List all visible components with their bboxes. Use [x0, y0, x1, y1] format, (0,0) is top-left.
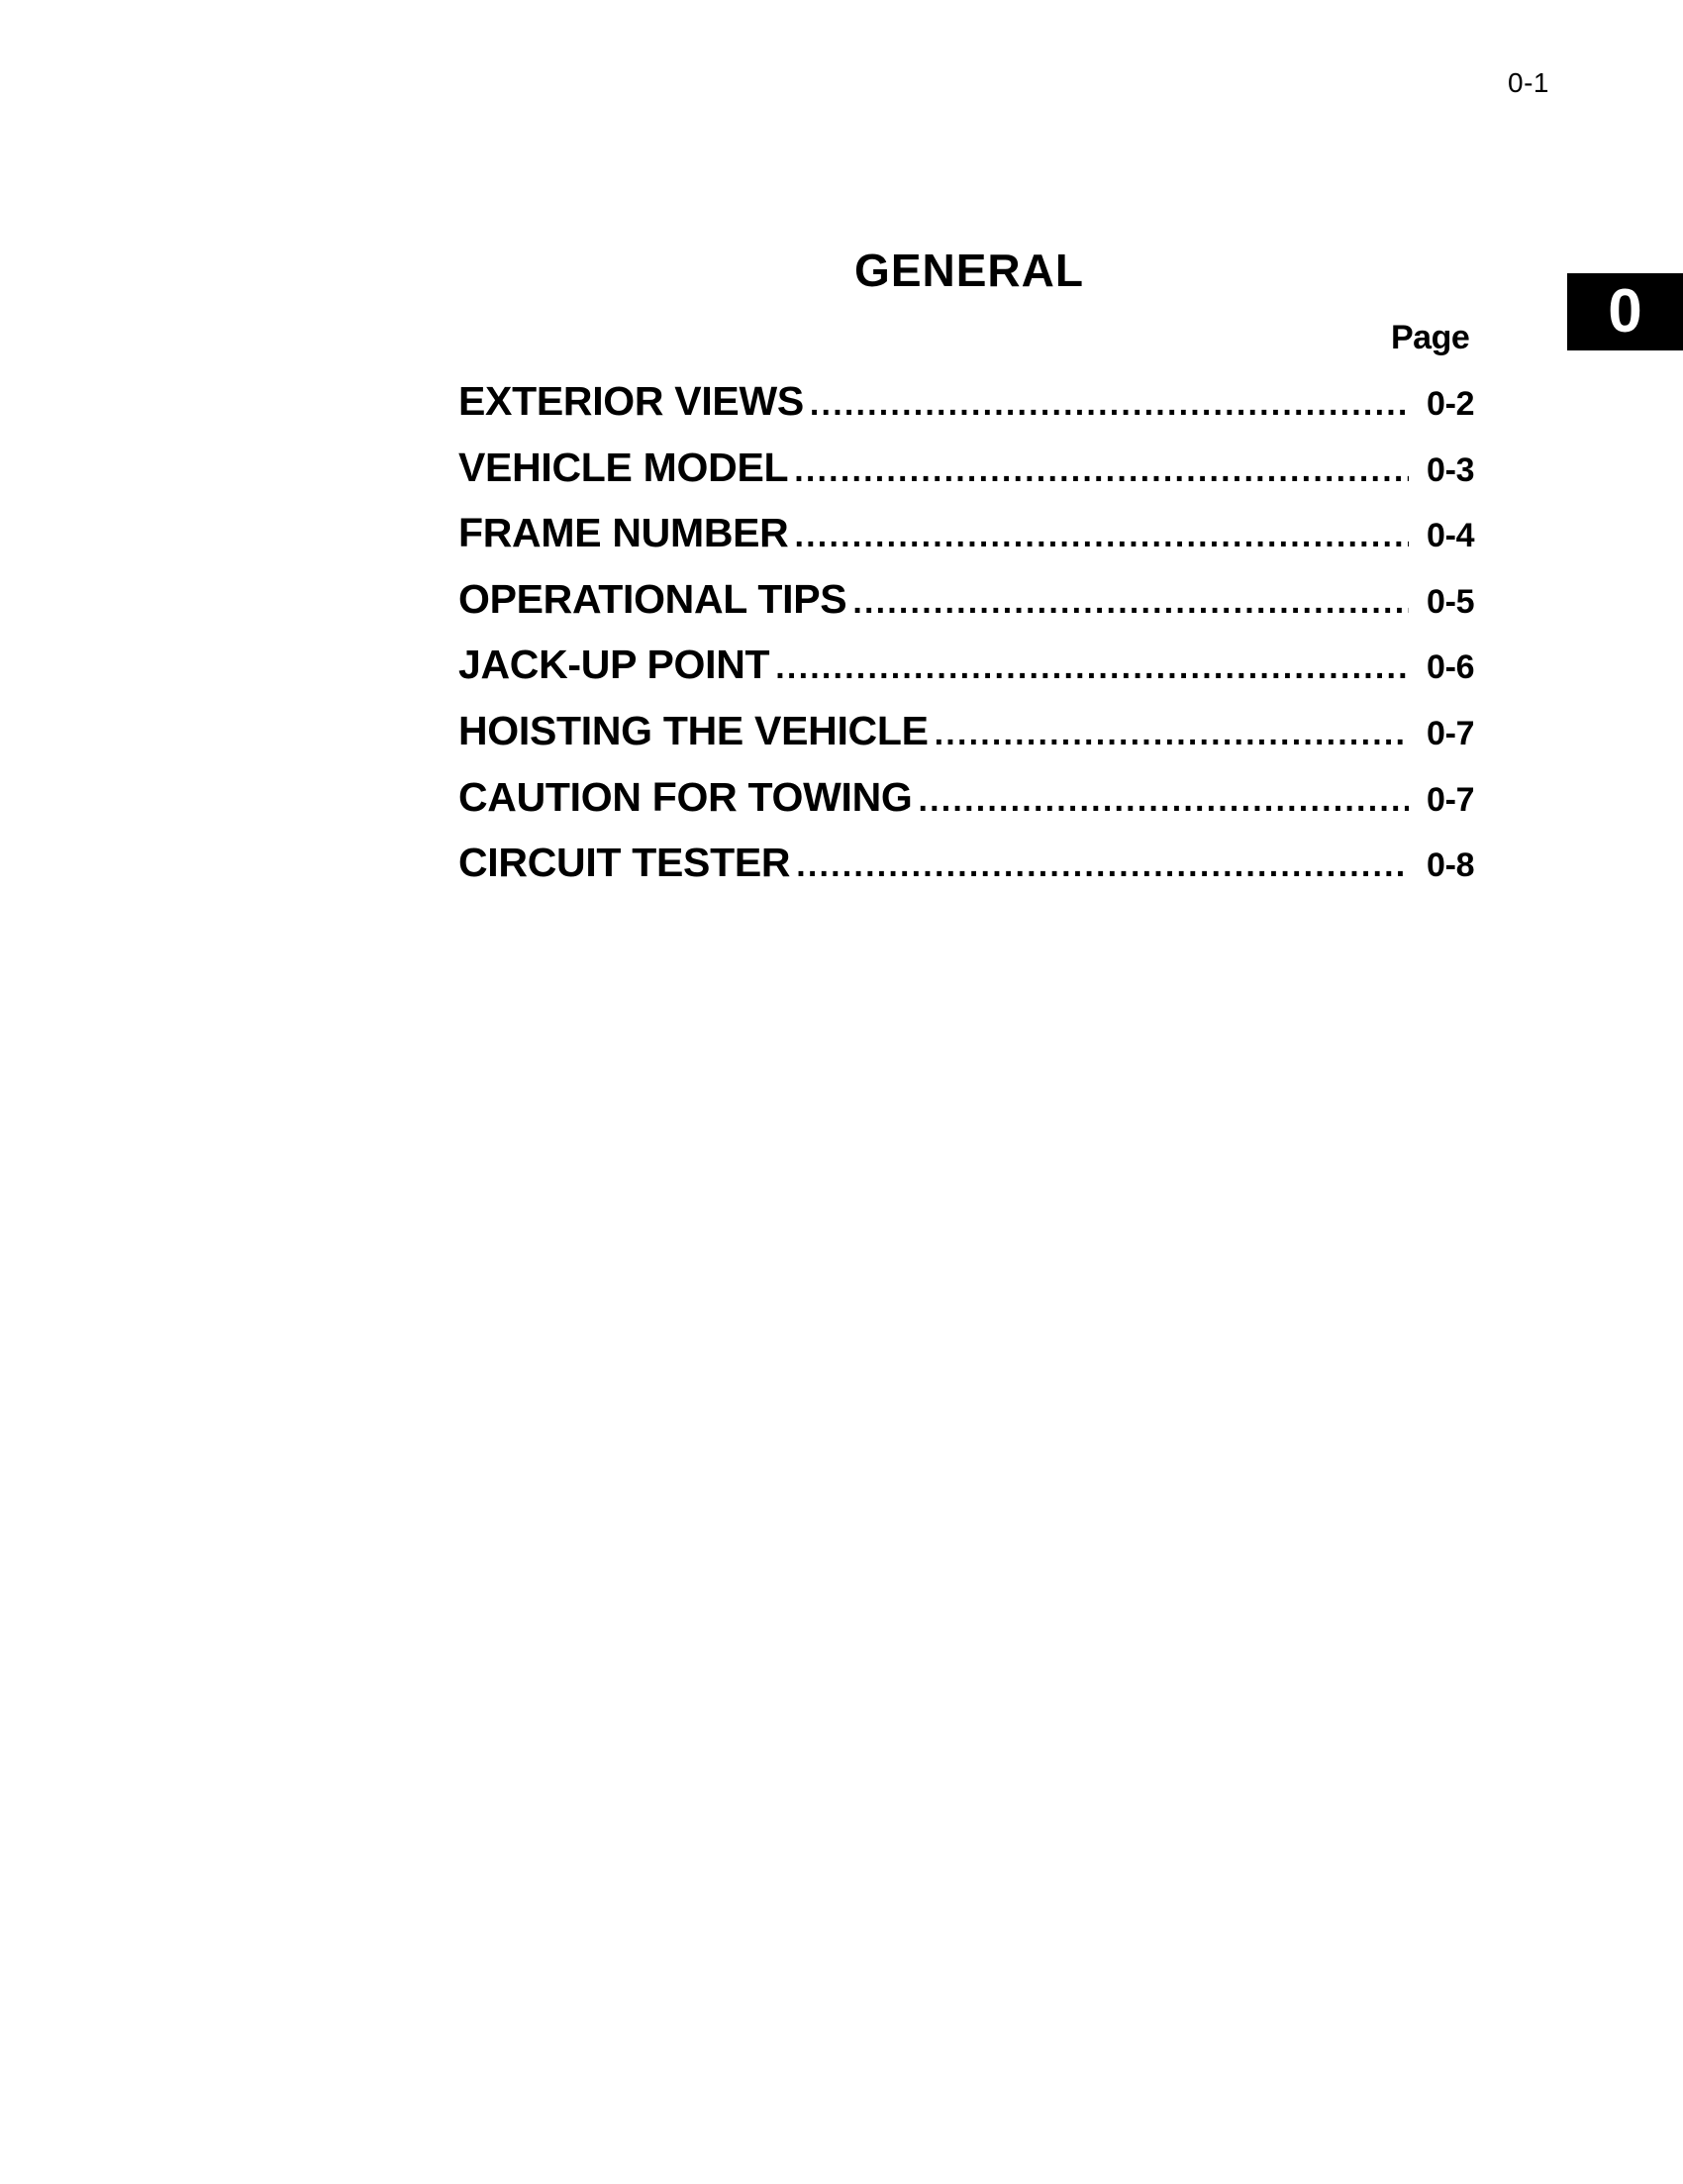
section-tab[interactable]: 0 [1567, 273, 1683, 350]
toc-entry-page: 0-3 [1427, 450, 1475, 489]
toc-entry-hoisting-the-vehicle[interactable] [458, 708, 1480, 774]
toc-entry-jack-up-point[interactable] [458, 642, 1480, 708]
toc-entry-vehicle-model[interactable] [458, 445, 1480, 511]
dot-leader [775, 650, 1409, 684]
page-title: GENERAL [854, 245, 1084, 296]
toc-entry-frame-number[interactable] [458, 510, 1480, 576]
toc-entry-title: EXTERIOR VIEWS [458, 378, 804, 424]
toc-entry-caution-for-towing[interactable] [458, 774, 1480, 841]
toc-entry-page: 0-6 [1427, 648, 1475, 687]
toc-entry-title: VEHICLE MODEL [458, 444, 789, 490]
toc-entry-page: 0-2 [1427, 385, 1475, 423]
dot-leader [794, 453, 1409, 487]
dot-leader [935, 717, 1409, 750]
toc-entry-operational-tips[interactable] [458, 576, 1480, 643]
toc-entry-circuit-tester[interactable] [458, 840, 1480, 906]
dot-leader [795, 519, 1410, 552]
toc-entry-title: JACK-UP POINT [458, 642, 770, 688]
toc-entry-title: OPERATIONAL TIPS [458, 575, 847, 622]
toc-entry-title: CIRCUIT TESTER [458, 840, 791, 886]
toc-entry-page: 0-7 [1427, 780, 1475, 819]
page-column-label: Page [1391, 319, 1470, 356]
toc-entry-page: 0-5 [1427, 582, 1475, 621]
toc-entry-exterior-views[interactable] [458, 378, 1480, 445]
dot-leader [852, 585, 1409, 619]
toc-entry-page: 0-7 [1427, 714, 1475, 752]
dot-leader [810, 387, 1409, 421]
dot-leader [918, 783, 1409, 817]
toc-entry-title: CAUTION FOR TOWING [458, 773, 913, 820]
dot-leader [796, 848, 1409, 882]
page-number: 0-1 [1508, 67, 1549, 98]
toc-entry-title: HOISTING THE VEHICLE [458, 707, 929, 753]
toc-entry-page: 0-4 [1427, 517, 1475, 555]
table-of-contents [458, 378, 1480, 906]
toc-entry-title: FRAME NUMBER [458, 510, 789, 556]
toc-entry-page: 0-8 [1427, 846, 1475, 885]
